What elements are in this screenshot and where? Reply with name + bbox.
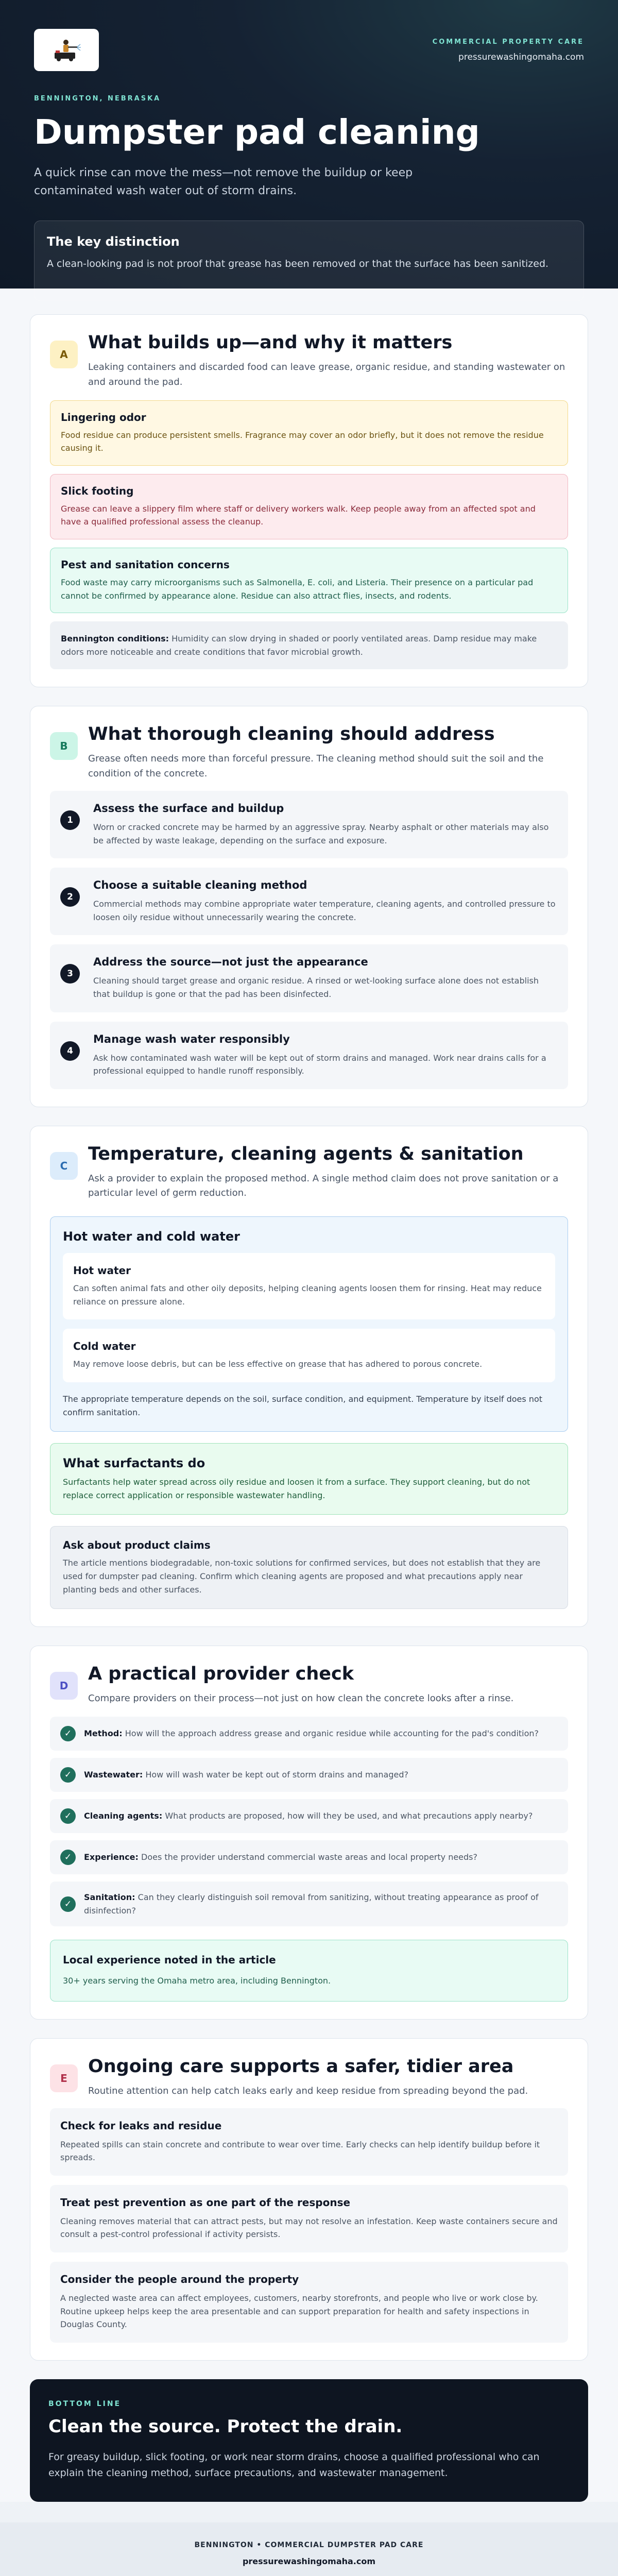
bottom-line-title: Clean the source. Protect the drain. (48, 2416, 403, 2437)
check-text (84, 1891, 558, 1917)
hot-water-title: Hot water (73, 1264, 131, 1277)
step-title: Assess the surface and buildup (93, 802, 284, 815)
section-d-title: A practical provider check (88, 1664, 354, 1685)
section-d (30, 1646, 588, 2020)
section-d-head (50, 1664, 568, 1706)
check-label: Method: (84, 1728, 123, 1739)
section-c-intro: Ask a provider to explain the proposed method. A single method claim does not prove sanitation or a particular level of germ reduction. (88, 1173, 559, 1199)
step-text: Ask how contaminated wash water will be kept out of storm drains and managed. Work near drains calls for a professional equipped to handle runoff responsibly. (93, 1053, 546, 1076)
logo[interactable] (34, 29, 99, 71)
key-text: A clean-looking pad is not proof that grease has been removed or that the surface has been sanitized. (47, 258, 549, 269)
step-number: 1 (60, 810, 80, 830)
step-item (50, 791, 568, 858)
step-number: 3 (60, 964, 80, 984)
cold-water-text: May remove loose debris, but can be less effective on grease that has adhered to porous concrete. (73, 1359, 483, 1369)
bottom-line (30, 2379, 588, 2502)
steps-list (50, 791, 568, 1089)
cold-water-card (63, 1329, 555, 1382)
section-b-badge: B (50, 732, 78, 760)
section-d-head-text (88, 1664, 513, 1706)
check-label: Sanitation: (84, 1892, 135, 1903)
section-a (30, 314, 588, 687)
header-eyebrow: COMMERCIAL PROPERTY CARE (432, 38, 584, 46)
check-body: How will the approach address grease and organic residue while accounting for the pad's condition? (125, 1728, 539, 1739)
check-icon: ✓ (60, 1767, 76, 1783)
check-body: What products are proposed, how will they be used, and what precautions apply nearby? (165, 1811, 533, 1821)
section-a-badge: A (50, 341, 78, 368)
section-e-badge: E (50, 2064, 78, 2092)
section-b-intro: Grease often needs more than forceful pressure. The cleaning method should suit the soil and the condition of the concrete. (88, 753, 544, 779)
check-label: Wastewater: (84, 1770, 143, 1780)
checklist-item (50, 1717, 568, 1751)
section-e-title: Ongoing care supports a safer, tidier area (88, 2056, 514, 2077)
step-body (93, 956, 558, 1001)
key-title: The key distinction (47, 234, 180, 249)
step-body (93, 879, 558, 924)
section-e-head (50, 2056, 568, 2099)
check-body: How will wash water be kept out of storm drains and managed? (145, 1770, 409, 1780)
care-title: Treat pest prevention as one part of the response (60, 2196, 351, 2209)
location-label: BENNINGTON, NEBRASKA (34, 95, 161, 103)
check-icon: ✓ (60, 1808, 76, 1824)
section-b-head-text (88, 724, 568, 782)
claims-box (50, 1526, 568, 1609)
note-slick (50, 474, 568, 539)
claims-title: Ask about product claims (63, 1539, 211, 1552)
surfactants-box (50, 1443, 568, 1515)
water-box (50, 1216, 568, 1432)
surfactants-title: What surfactants do (63, 1456, 205, 1471)
care-item (50, 2185, 568, 2252)
section-e-head-text (88, 2056, 528, 2099)
check-label: Experience: (84, 1852, 139, 1862)
note-conditions (50, 621, 568, 669)
check-body: Can they clearly distinguish soil removal from sanitizing, without treating appearance as proof of disinfection? (84, 1892, 539, 1916)
bottom-line-text: For greasy buildup, slick footing, or work near storm drains, choose a qualified professional who can explain the cleaning method, surface precautions, and wastewater management. (48, 2451, 540, 2479)
hero-top (34, 29, 584, 71)
care-text: A neglected waste area can affect employees, customers, nearby storefronts, and people who live or work close by. Routine upkeep helps keep the area presentable and can support preparation for health and safety inspections in Douglas County. (60, 2293, 538, 2330)
hero-right (433, 29, 584, 62)
care-text: Repeated spills can stain concrete and contribute to wear over time. Early checks can help identify buildup before it spreads. (60, 2139, 540, 2163)
section-c-head (50, 1144, 568, 1201)
checklist-item (50, 1758, 568, 1792)
note-text: Food waste may carry microorganisms such as Salmonella, E. coli, and Listeria. Their presence on a particular pad cannot be confirmed by appearance alone. Residue can also attract flies, insects, and rodents. (61, 577, 534, 601)
key-distinction-box (34, 221, 584, 301)
section-b (30, 706, 588, 1107)
local-experience-box (50, 1940, 568, 2002)
care-title: Check for leaks and residue (60, 2119, 222, 2132)
section-b-title: What thorough cleaning should address (88, 724, 495, 745)
section-c-badge: C (50, 1152, 78, 1180)
check-icon: ✓ (60, 1850, 76, 1865)
step-item (50, 868, 568, 935)
check-text (84, 1768, 408, 1782)
check-text (84, 1851, 477, 1864)
step-body (93, 1033, 558, 1078)
section-d-badge: D (50, 1672, 78, 1700)
header-site-link[interactable]: pressurewashingomaha.com (458, 52, 584, 62)
local-title: Local experience noted in the article (63, 1954, 276, 1967)
check-icon: ✓ (60, 1726, 76, 1741)
care-text: Cleaning removes material that can attract pests, but may not resolve an infestation. Keep waste containers secure and consult a pest-control professional if activity persists. (60, 2216, 558, 2240)
footer-site-link[interactable]: pressurewashingomaha.com (242, 2556, 376, 2567)
care-title: Consider the people around the property (60, 2273, 299, 2285)
step-title: Address the source—not just the appearance (93, 956, 368, 969)
local-text: 30+ years serving the Omaha metro area, including Bennington. (63, 1976, 331, 1986)
page-title: Dumpster pad cleaning (34, 112, 480, 152)
note-pest (50, 548, 568, 613)
note-title: Lingering odor (61, 411, 146, 423)
checklist-item (50, 1882, 568, 1926)
note-text: Grease can leave a slippery film where staff or delivery workers walk. Keep people away from an affected spot and have a qualified professional assess the cleanup. (61, 503, 536, 527)
hero (0, 0, 618, 289)
step-title: Choose a suitable cleaning method (93, 879, 307, 892)
bottom-line-eyebrow: BOTTOM LINE (48, 2399, 122, 2408)
section-a-intro: Leaking containers and discarded food can leave grease, organic residue, and standing wastewater on and around the pad. (88, 362, 565, 387)
hot-water-card (63, 1253, 555, 1319)
main-content (0, 289, 618, 2502)
section-c-title: Temperature, cleaning agents & sanitation (88, 1143, 524, 1164)
note-title: Pest and sanitation concerns (61, 558, 230, 571)
section-c-head-text (88, 1144, 568, 1201)
note-text: Food residue can produce persistent smells. Fragrance may cover an odor briefly, but it does not remove the residue causing it. (61, 430, 544, 453)
cold-water-title: Cold water (73, 1340, 136, 1353)
footer (0, 2522, 618, 2576)
care-items (50, 2108, 568, 2343)
step-body (93, 802, 558, 847)
claims-text: The article mentions biodegradable, non-toxic solutions for confirmed services, but does not establish that they are used for dumpster pad cleaning. Confirm which cleaning agents are proposed and what precautions apply near planting beds and other surfaces. (63, 1558, 541, 1595)
check-text (84, 1809, 533, 1823)
section-a-notes (50, 400, 568, 670)
checklist-item (50, 1840, 568, 1874)
step-title: Manage wash water responsibly (93, 1032, 290, 1045)
water-title: Hot water and cold water (63, 1229, 240, 1244)
check-label: Cleaning agents: (84, 1811, 163, 1821)
check-body: Does the provider understand commercial waste areas and local property needs? (141, 1852, 478, 1862)
checklist (50, 1717, 568, 1926)
step-text: Worn or cracked concrete may be harmed by an aggressive spray. Nearby asphalt or other materials may also be affected by waste leakage, depending on the surface and exposure. (93, 822, 549, 845)
conditions-body: Humidity can slow drying in shaded or poorly ventilated areas. Damp residue may make odors more noticeable and create conditions that favor microbial growth. (61, 634, 537, 657)
check-icon: ✓ (60, 1896, 76, 1912)
step-number: 2 (60, 887, 80, 907)
checklist-item (50, 1799, 568, 1833)
section-d-intro: Compare providers on their process—not just on how clean the concrete looks after a rinse. (88, 1693, 514, 1704)
step-number: 4 (60, 1041, 80, 1061)
note-title: Slick footing (61, 484, 134, 497)
conditions-label: Bennington conditions: (61, 634, 169, 644)
section-c (30, 1126, 588, 1628)
step-item (50, 944, 568, 1012)
water-note: The appropriate temperature depends on the soil, surface condition, and equipment. Temperature by itself does not confirm sanitation. (63, 1394, 543, 1417)
section-e-intro: Routine attention can help catch leaks early and keep residue from spreading beyond the pad. (88, 2085, 528, 2096)
section-a-head (50, 332, 568, 390)
footer-tagline: BENNINGTON • COMMERCIAL DUMPSTER PAD CARE (194, 2541, 424, 2550)
note-odor (50, 400, 568, 466)
step-text: Commercial methods may combine appropriate water temperature, cleaning agents, and controlled pressure to loosen oily residue without unnecessarily wearing the concrete. (93, 899, 556, 922)
step-text: Cleaning should target grease and organic residue. A rinsed or wet-looking surface alone does not establish that buildup is gone or that the pad has been disinfected. (93, 976, 539, 999)
step-item (50, 1022, 568, 1089)
care-item (50, 2262, 568, 2343)
pressure-washer-worker-icon (52, 38, 81, 62)
section-a-title: What builds up—and why it matters (88, 332, 453, 353)
page-subtitle: A quick rinse can move the mess—not remove the buildup or keep contaminated wash water out of storm drains. (34, 166, 413, 197)
care-item (50, 2108, 568, 2176)
check-text (84, 1727, 539, 1740)
section-b-head (50, 724, 568, 782)
hot-water-text: Can soften animal fats and other oily deposits, helping cleaning agents loosen them for rinsing. Heat may reduce reliance on pressure alone. (73, 1283, 542, 1307)
section-a-head-text (88, 332, 568, 390)
surfactants-text: Surfactants help water spread across oily residue and loosen it from a surface. They support cleaning, but do not replace correct application or responsible wastewater handling. (63, 1477, 530, 1500)
section-e (30, 2038, 588, 2361)
conditions-text (61, 632, 557, 658)
